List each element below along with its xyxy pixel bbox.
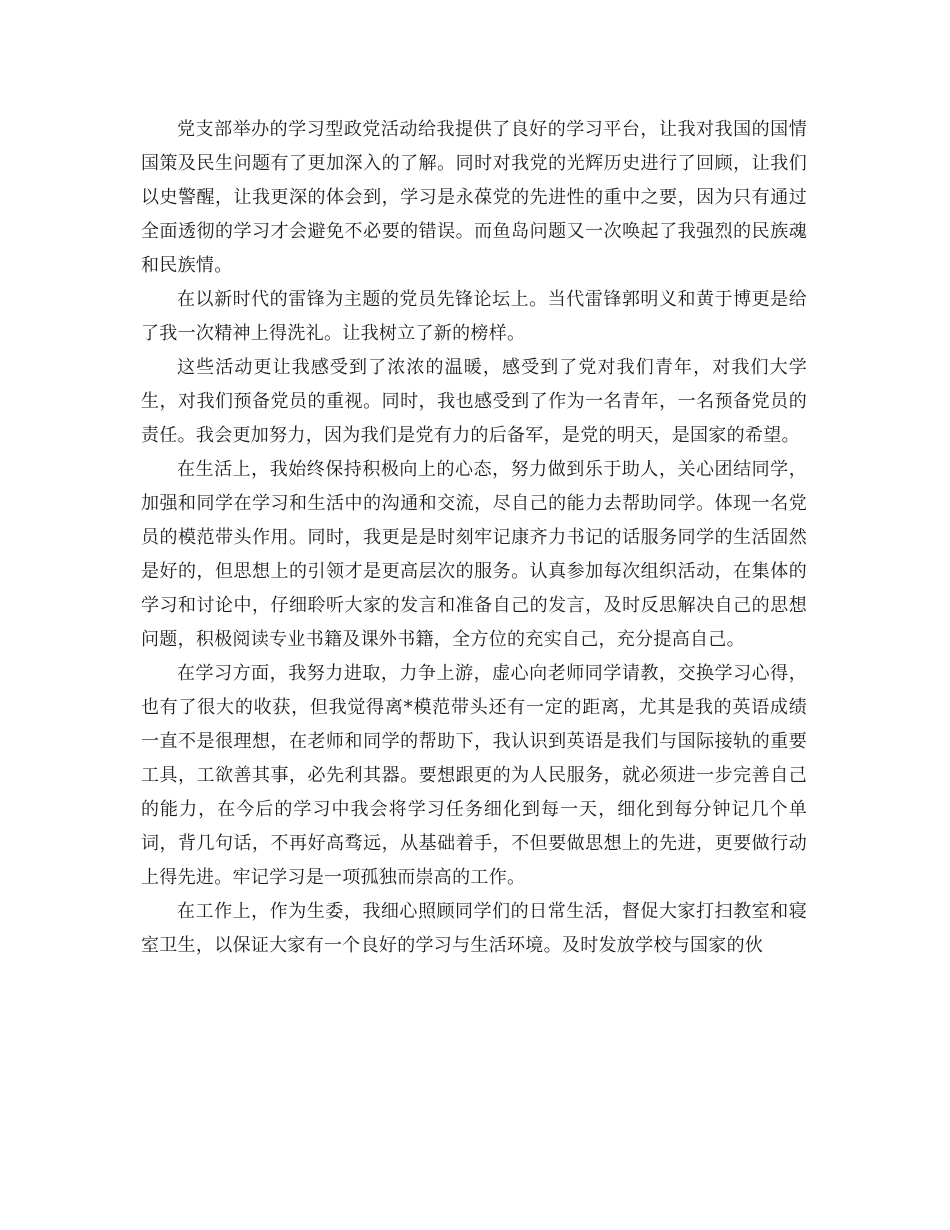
paragraph-party-warmth: 这些活动更让我感受到了浓浓的温暖，感受到了党对我们青年，对我们大学生，对我们预备党员的重视。同时，我也感受到了作为一名青年，一名预备党员的责任。我会更加努力，因为我们是党有力的后备军，是党的明天，是国家的希望。 [141, 357, 807, 446]
paragraph-leifeng-forum: 在以新时代的雷锋为主题的党员先锋论坛上。当代雷锋郭明义和黄于博更是给了我一次精神上得洗礼。让我树立了新的榜样。 [141, 289, 807, 344]
paragraph-daily-life: 在生活上，我始终保持积极向上的心态，努力做到乐于助人，关心团结同学，加强和同学在学习和生活中的沟通和交流，尽自己的能力去帮助同学。体现一名党员的模范带头作用。同时，我更是是时刻牢记康齐力书记的话服务同学的生活固然是好的，但思想上的引领才是更高层次的服务。认真参加每次组织活动，在集体的学习和讨论中，仔细聆听大家的发言和准备自己的发言，及时反思解决自己的思想问题，积极阅读专业书籍及课外书籍，全方位的充实自己，充分提高自己。 [141, 459, 807, 650]
paragraph-work: 在工作上，作为生委，我细心照顾同学们的日常生活，督促大家打扫教室和寝室卫生，以保证大家有一个良好的学习与生活环境。及时发放学校与国家的伙 [141, 901, 807, 956]
paragraph-study: 在学习方面，我努力进取，力争上游，虚心向老师同学请教，交换学习心得，也有了很大的收获，但我觉得离*模范带头还有一定的距离，尤其是我的英语成绩一直不是很理想，在老师和同学的帮助下，我认识到英语是我们与国际接轨的重要工具，工欲善其事，必先利其器。要想跟更的为人民服务，就必须进一步完善自己的能力，在今后的学习中我会将学习任务细化到每一天，细化到每分钟记几个单词，背几句话，不再好高骛远，从基础着手，不但要做思想上的先进，更要做行动上得先进。牢记学习是一项孤独而崇高的工作。 [141, 663, 807, 888]
paragraph-study-platform: 党支部举办的学习型政党活动给我提供了良好的学习平台，让我对我国的国情国策及民生问题有了更加深入的了解。同时对我党的光辉历史进行了回顾，让我们以史警醒，让我更深的体会到，学习是永葆党的先进性的重中之要，因为只有通过全面透彻的学习才会避免不必要的错误。而鱼岛问题又一次唤起了我强烈的民族魂和民族情。 [141, 119, 807, 276]
document-body [141, 113, 807, 963]
